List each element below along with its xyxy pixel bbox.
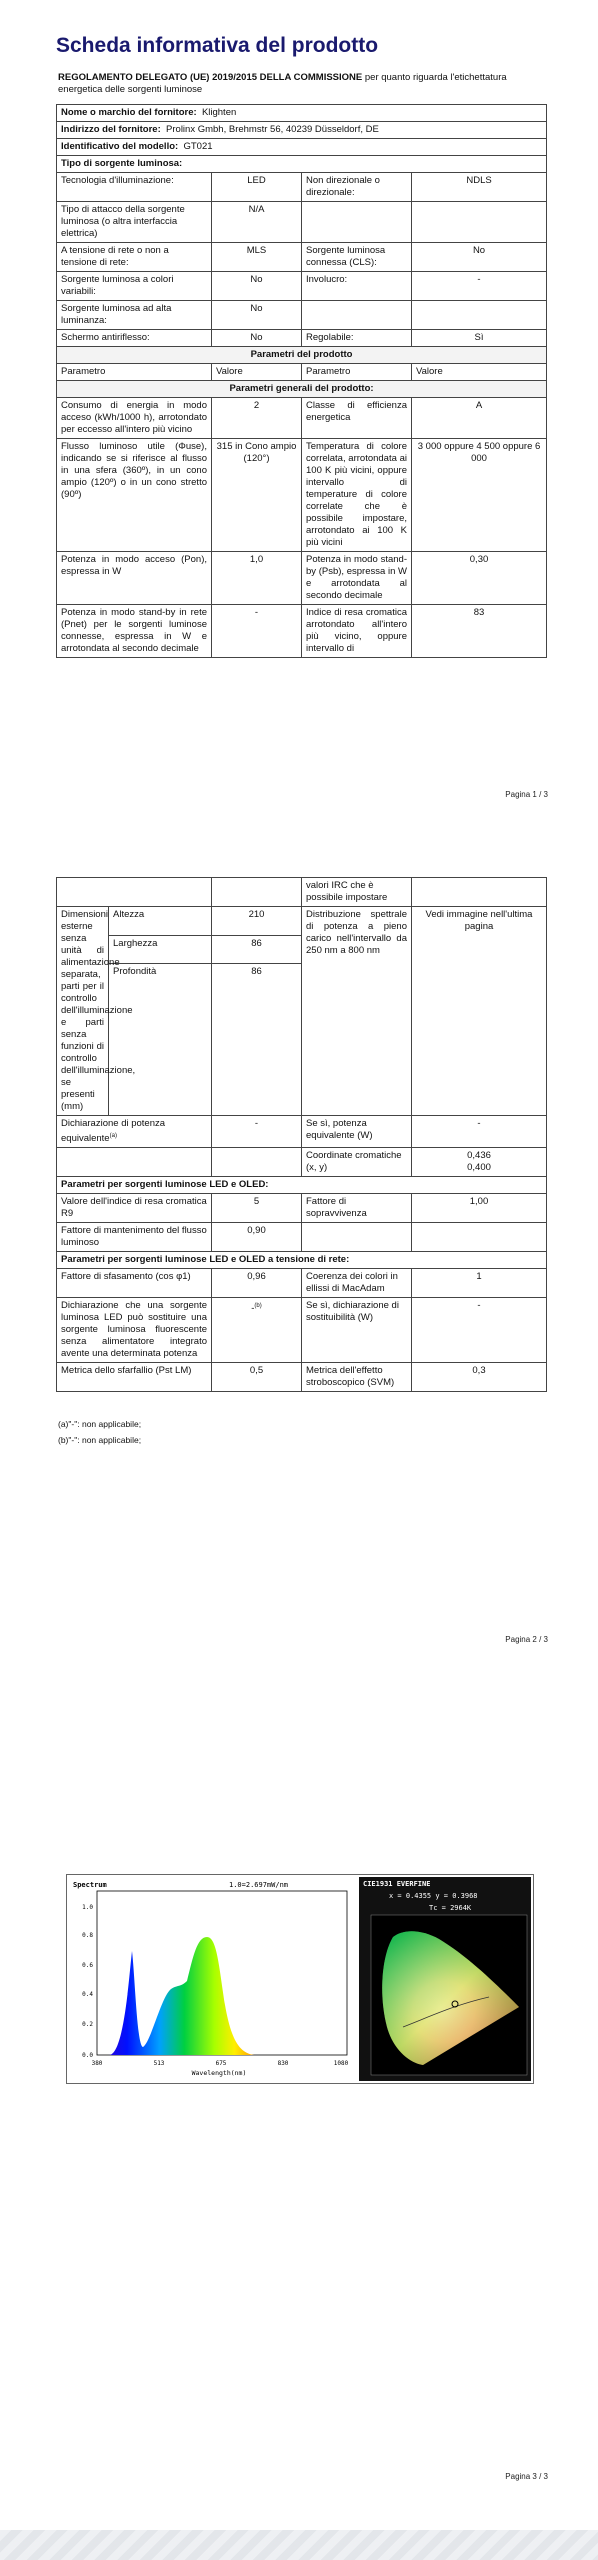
regulation-line — [58, 72, 546, 96]
param-row — [57, 1298, 547, 1363]
type-value: No — [212, 301, 302, 330]
param-row — [57, 1194, 547, 1223]
param-row — [57, 1363, 547, 1392]
type-value — [412, 202, 547, 243]
param-value: 1,0 — [212, 552, 302, 605]
param-label: Consumo di energia in modo acceso (kWh/1000 h), arrotondato per eccesso all'intero più vicino — [57, 398, 212, 439]
param-label: Fattore di mantenimento del flusso luminoso — [57, 1223, 212, 1252]
type-label — [302, 202, 412, 243]
dimension-value: 210 — [212, 907, 302, 936]
dimension-name: Profondità — [109, 964, 212, 1116]
bottom-decoration — [0, 2530, 598, 2560]
type-label: Schermo antiriflesso: — [57, 330, 212, 347]
page-number: Pagina 2 / 3 — [505, 1635, 548, 1644]
general-section-row — [57, 381, 547, 398]
param-label: Indice di resa cromatica arrotondato all'intero più vicino, oppure intervallo di — [302, 605, 412, 658]
spectrum-title: Spectrum — [73, 1881, 107, 1889]
type-value: No — [212, 330, 302, 347]
type-row — [57, 243, 547, 272]
cie-coordinates: x = 0.4355 y = 0.3968 — [389, 1892, 478, 1900]
regulation-description: per quanto riguarda l'etichettatura energetica delle sorgenti luminose — [58, 72, 507, 95]
cie-cct: Tc = 2964K — [429, 1904, 472, 1912]
type-row — [57, 301, 547, 330]
param-row — [57, 439, 547, 552]
product-info-table-page2 — [56, 877, 547, 1392]
params-section-title: Parametri del prodotto — [57, 347, 547, 364]
type-value: MLS — [212, 243, 302, 272]
param-label: Classe di efficienza energetica — [302, 398, 412, 439]
model-label: Identificativo del modello: — [61, 141, 179, 152]
param-value: 1,00 — [412, 1194, 547, 1223]
param-row — [57, 1148, 547, 1177]
params-section-row — [57, 347, 547, 364]
param-label: Valore dell'indice di resa cromatica R9 — [57, 1194, 212, 1223]
param-label-continued: valori IRC che è possibile impostare — [302, 878, 412, 907]
x-tick-label: 1080 — [333, 2060, 349, 2067]
param-row — [57, 1269, 547, 1298]
type-value: - — [412, 272, 547, 301]
param-row — [57, 1116, 547, 1148]
page-number: Pagina 3 / 3 — [505, 2472, 548, 2481]
param-value: 2 — [212, 398, 302, 439]
footnote-b: (b)"-": non applicabile; — [58, 1435, 142, 1445]
footnote-a: (a)"-": non applicabile; — [58, 1419, 142, 1429]
param-label: Metrica dello sfarfallio (Pst LM) — [57, 1363, 212, 1392]
param-row — [57, 1223, 547, 1252]
type-row — [57, 272, 547, 301]
supplier-address-value: Prolinx Gmbh, Brehmstr 56, 40239 Düsseldorf, DE — [166, 124, 379, 135]
type-label: Sorgente luminosa ad alta luminanza: — [57, 301, 212, 330]
dimensions-label: Dimensioni esterne senza unità di alimentazione separata, parti per il controllo dell'illuminazione e parti senza funzioni di controllo dell'illuminazione, se presenti (mm) — [57, 907, 109, 1116]
x-tick-label: 675 — [215, 2060, 227, 2067]
supplier-address-row — [57, 122, 547, 139]
type-row — [57, 173, 547, 202]
spectrum-chart — [69, 1877, 355, 2081]
param-value: 5 — [212, 1194, 302, 1223]
param-value: 3 000 oppure 4 500 oppure 6 000 — [412, 439, 547, 552]
type-value: NDLS — [412, 173, 547, 202]
type-label: Regolabile: — [302, 330, 412, 347]
mains-section-row — [57, 1252, 547, 1269]
param-label: Metrica dell'effetto stroboscopico (SVM) — [302, 1363, 412, 1392]
chromaticity-x: 0,436 — [467, 1150, 491, 1162]
equivalent-power-label: Dichiarazione di potenza equivalente — [61, 1118, 166, 1145]
column-header-value: Valore — [412, 364, 547, 381]
param-label: Potenza in modo stand-by in rete (Pnet) per le sorgenti luminose connesse, espressa in W e arrotondata al secondo decimale — [57, 605, 212, 658]
y-tick-label: 1.0 — [82, 1904, 93, 1911]
type-section-title: Tipo di sorgente luminosa: — [57, 156, 547, 173]
supplier-name-label: Nome o marchio del fornitore: — [61, 107, 197, 118]
replacement-value: - — [251, 1303, 255, 1315]
column-header-parameter: Parametro — [57, 364, 212, 381]
type-value: LED — [212, 173, 302, 202]
type-label: Tecnologia d'illuminazione: — [57, 173, 212, 202]
param-label: Temperatura di colore correlata, arrotondata ai 100 K più vicini, oppure intervallo di temperature di colore correlate che è possibile impostare, arrotondato ai 100 K più vicini — [302, 439, 412, 552]
type-label: Sorgente luminosa a colori variabili: — [57, 272, 212, 301]
product-info-table-page1 — [56, 104, 547, 658]
dimension-name: Larghezza — [109, 935, 212, 964]
supplier-name-row — [57, 105, 547, 122]
x-tick-label: 830 — [277, 2060, 289, 2067]
footnote-marker: (a) — [109, 1133, 117, 1139]
y-tick-label: 0.2 — [82, 2021, 93, 2028]
footnote-marker: (b) — [254, 1303, 262, 1310]
param-label: Flusso luminoso utile (Φuse), indicando se si riferisce al flusso in una sfera (360º), in un cono ampio (120º) o in un cono stretto (90º) — [57, 439, 212, 552]
type-value: No — [212, 272, 302, 301]
param-row — [57, 552, 547, 605]
param-value: 0,3 — [412, 1363, 547, 1392]
chromaticity-label: Coordinate cromatiche (x, y) — [302, 1148, 412, 1177]
param-label — [57, 1116, 212, 1148]
param-row — [57, 605, 547, 658]
led-section-title: Parametri per sorgenti luminose LED e OLED: — [57, 1177, 547, 1194]
param-row — [57, 398, 547, 439]
dimension-row — [57, 907, 547, 936]
param-value — [212, 1298, 302, 1363]
x-tick-label: 513 — [153, 2060, 165, 2067]
y-tick-label: 0.4 — [82, 1991, 93, 1998]
document-title: Scheda informativa del prodotto — [56, 34, 379, 57]
spectrum-peak-label: 1.0=2.697mW/nm — [229, 1881, 289, 1889]
spectral-distribution-value: Vedi immagine nell'ultima pagina — [412, 907, 547, 1116]
param-value: - — [412, 1116, 547, 1148]
chromaticity-value — [412, 1148, 547, 1177]
chromaticity-y: 0,400 — [467, 1162, 491, 1174]
type-label: Non direzionale o direzionale: — [302, 173, 412, 202]
supplier-address-label: Indirizzo del fornitore: — [61, 124, 161, 135]
param-value: - — [212, 1116, 302, 1148]
supplier-name-value: Klighten — [201, 107, 237, 118]
type-label — [302, 301, 412, 330]
regulation-reference: REGOLAMENTO DELEGATO (UE) 2019/2015 DELLA COMMISSIONE — [58, 72, 363, 83]
param-label: Coerenza dei colori in ellissi di MacAdam — [302, 1269, 412, 1298]
type-value — [412, 301, 547, 330]
type-value: N/A — [212, 202, 302, 243]
cie-chromaticity-chart — [359, 1877, 531, 2081]
param-label: Potenza in modo stand-by (Psb), espressa in W e arrotondata al secondo decimale — [302, 552, 412, 605]
column-header-parameter: Parametro — [302, 364, 412, 381]
cie-title: CIE1931 EVERFINE — [363, 1880, 431, 1888]
param-value: 0,96 — [212, 1269, 302, 1298]
param-value: 0,30 — [412, 552, 547, 605]
model-row — [57, 139, 547, 156]
param-value: 83 — [412, 605, 547, 658]
param-label: Se sì, dichiarazione di sostituibilità (W) — [302, 1298, 412, 1363]
params-header-row — [57, 364, 547, 381]
param-value: 0,5 — [212, 1363, 302, 1392]
param-value: 0,90 — [212, 1223, 302, 1252]
column-header-value: Valore — [212, 364, 302, 381]
spectral-figure — [66, 1874, 534, 2084]
y-tick-label: 0.6 — [82, 1962, 93, 1969]
spectrum-curve — [97, 1937, 347, 2055]
dimension-value: 86 — [212, 935, 302, 964]
param-value: - — [212, 605, 302, 658]
param-label: Se sì, potenza equivalente (W) — [302, 1116, 412, 1148]
param-label: Dichiarazione che una sorgente luminosa LED può sostituire una sorgente luminosa fluorescente senza alimentatore integrato avente una determinata potenza — [57, 1298, 212, 1363]
dimension-value: 86 — [212, 964, 302, 1116]
type-label: A tensione di rete o non a tensione di rete: — [57, 243, 212, 272]
type-row — [57, 202, 547, 243]
type-row — [57, 330, 547, 347]
type-label: Involucro: — [302, 272, 412, 301]
dimension-name: Altezza — [109, 907, 212, 936]
type-label: Tipo di attacco della sorgente luminosa (o altra interfaccia elettrica) — [57, 202, 212, 243]
y-tick-label: 0.8 — [82, 1932, 93, 1939]
x-tick-label: 380 — [91, 2060, 103, 2067]
param-value: 315 in Cono ampio (120°) — [212, 439, 302, 552]
model-value: GT021 — [183, 141, 213, 152]
general-section-title: Parametri generali del prodotto: — [57, 381, 547, 398]
type-value: Sì — [412, 330, 547, 347]
x-axis-label: Wavelength(nm) — [191, 2069, 247, 2077]
y-tick-label: 0.0 — [82, 2052, 93, 2059]
param-row-continued — [57, 878, 547, 907]
type-section-row — [57, 156, 547, 173]
param-value: 1 — [412, 1269, 547, 1298]
page-number: Pagina 1 / 3 — [505, 790, 548, 799]
param-label: Fattore di sopravvivenza — [302, 1194, 412, 1223]
type-value: No — [412, 243, 547, 272]
spectral-distribution-label: Distribuzione spettrale di potenza a pieno carico nell'intervallo da 250 nm a 800 nm — [302, 907, 412, 1116]
mains-section-title: Parametri per sorgenti luminose LED e OLED a tensione di rete: — [57, 1252, 547, 1269]
led-section-row — [57, 1177, 547, 1194]
param-label: Potenza in modo acceso (Pon), espressa in W — [57, 552, 212, 605]
param-value: A — [412, 398, 547, 439]
param-value: - — [412, 1298, 547, 1363]
type-label: Sorgente luminosa connessa (CLS): — [302, 243, 412, 272]
param-label: Fattore di sfasamento (cos φ1) — [57, 1269, 212, 1298]
